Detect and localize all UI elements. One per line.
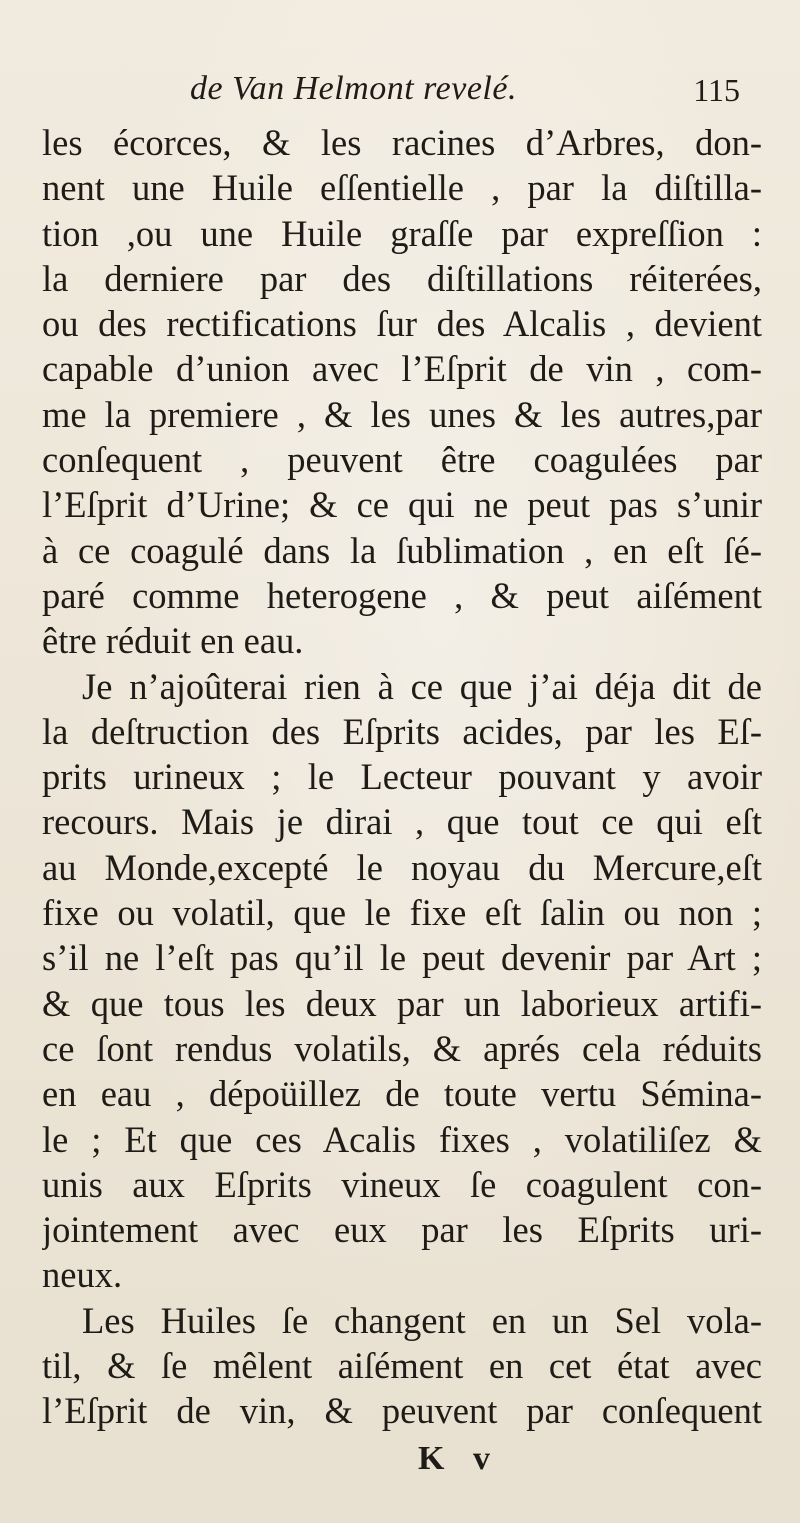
text-line: l’Eſprit de vin, & peuvent par conſequent <box>42 1390 762 1432</box>
text-line: la derniere par des diſtillations réiterées, <box>42 257 762 299</box>
text-line: jointement avec eux par les Eſprits uri- <box>42 1209 762 1251</box>
body-text <box>42 120 762 1434</box>
text-line: fixe ou volatil, que le fixe eſt ſalin ou non ; <box>42 892 762 934</box>
paragraph-first-line: Je n’ajoûterai rien à ce que j’ai déja dit de <box>82 665 762 707</box>
text-line: à ce coagulé dans la ſublimation , en eſt ſé- <box>42 529 762 571</box>
paragraph-first-line: Les Huiles ſe changent en un Sel vola- <box>82 1299 762 1341</box>
text-line: l’Eſprit d’Urine; & ce qui ne peut pas s’unir <box>42 484 762 526</box>
text-line: la deſtruction des Eſprits acides, par les Eſ- <box>42 710 762 752</box>
page-number: 115 <box>693 72 740 108</box>
text-line: paré comme heterogene , & peut aiſément <box>42 574 762 616</box>
text-line: me la premiere , & les unes & les autres,par <box>42 393 762 435</box>
text-line: recours. Mais je dirai , que tout ce qui eſt <box>42 801 762 843</box>
text-line: ou des rectifications ſur des Alcalis , devient <box>42 303 762 345</box>
text-line: les écorces, & les racines d’Arbres, don- <box>42 122 762 163</box>
text-line: & que tous les deux par un laborieux artifi- <box>42 982 762 1024</box>
running-title: de Van Helmont revelé. <box>190 70 517 107</box>
paragraph-end-line: neux. <box>42 1254 123 1296</box>
text-line: s’il ne l’eſt pas qu’il le peut devenir par Art ; <box>42 937 762 979</box>
text-line: ce ſont rendus volatils, & aprés cela réduits <box>42 1027 762 1069</box>
text-line: capable d’union avec l’Eſprit de vin , com- <box>42 348 762 390</box>
text-line: nent une Huile eſſentielle , par la diſtilla- <box>42 167 762 209</box>
text-line: unis aux Eſprits vineux ſe coagulent con- <box>42 1163 762 1205</box>
paragraph-end-line: être réduit en eau. <box>42 620 304 662</box>
text-line: conſequent , peuvent être coagulées par <box>42 439 762 481</box>
catchword-signature: K v <box>418 1440 500 1477</box>
text-line: tion ,ou une Huile graſſe par expreſſion : <box>42 212 762 254</box>
text-line: til, & ſe mêlent aiſément en cet état avec <box>42 1345 762 1387</box>
text-line: au Monde,excepté le noyau du Mercure,eſt <box>42 846 762 888</box>
running-head <box>60 70 740 118</box>
text-line: le ; Et que ces Acalis fixes , volatiliſez & <box>42 1118 762 1160</box>
text-line: prits urineux ; le Lecteur pouvant y avoir <box>42 756 762 798</box>
text-line: en eau , dépoüillez de toute vertu Sémina- <box>42 1073 762 1115</box>
